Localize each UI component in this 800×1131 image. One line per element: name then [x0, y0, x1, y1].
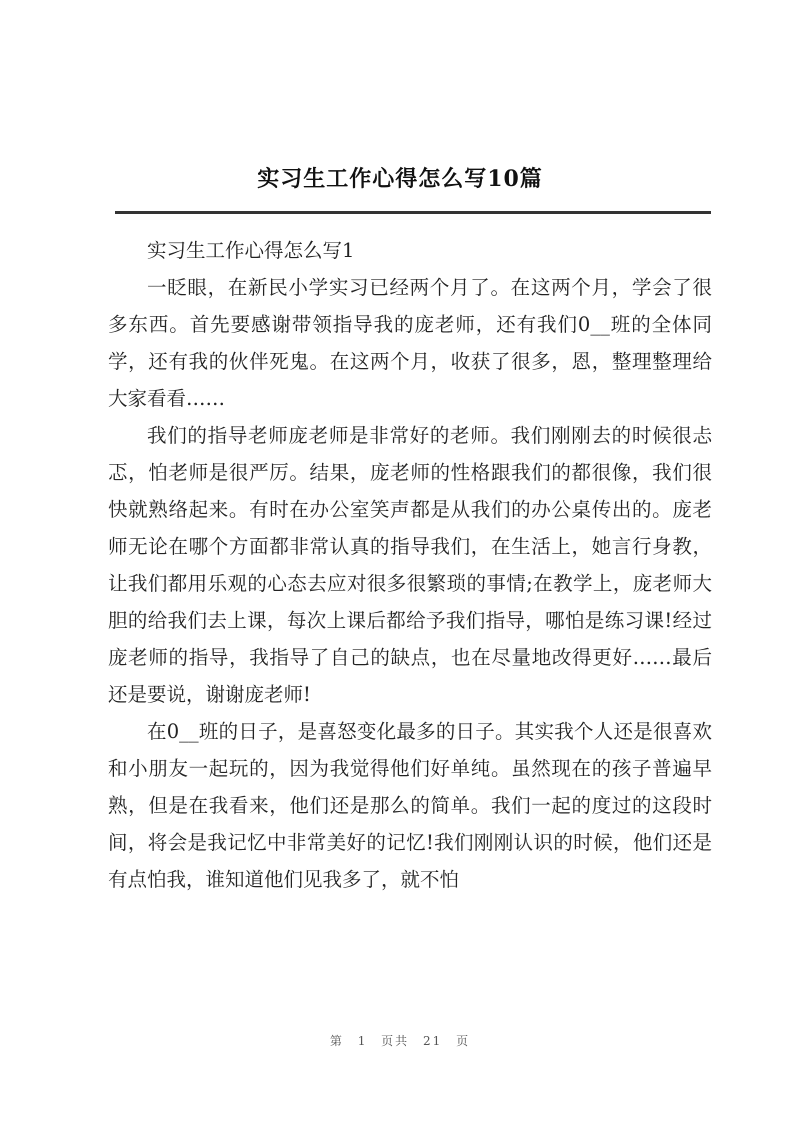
footer-current-page: 1	[357, 1034, 368, 1048]
footer-total-pages: 21	[423, 1034, 443, 1048]
document-title: 实习生工作心得怎么写10篇	[257, 166, 543, 192]
page-footer	[0, 1032, 800, 1049]
footer-middle: 页共	[381, 1034, 410, 1048]
paragraph: 我们的指导老师庞老师是非常好的老师。我们刚刚去的时候很忐忑，怕老师是很严厉。结果，庞老师的性格跟我们的都很像，我们很快就熟络起来。有时在办公室笑声都是从我们的办公桌传出的。庞老师无论在哪个方面都非常认真的指导我们，在生活上，她言行身教，让我们都用乐观的心态去应对很多很繁琐的事情;在教学上，庞老师大胆的给我们去上课，每次上课后都给予我们指导，哪怕是练习课!经过庞老师的指导，我指导了自己的缺点，也在尽量地改得更好……最后还是要说，谢谢庞老师!	[108, 424, 712, 706]
footer-prefix: 第	[329, 1034, 344, 1048]
document-body	[108, 232, 712, 898]
paragraph: 一眨眼，在新民小学实习已经两个月了。在这两个月，学会了很多东西。首先要感谢带领指导我的庞老师，还有我们0__班的全体同学，还有我的伙伴死鬼。在这两个月，收获了很多，恩，整理整理给大家看看……	[108, 276, 712, 410]
section-heading: 实习生工作心得怎么写1	[147, 239, 355, 262]
paragraph: 在0__班的日子，是喜怒变化最多的日子。其实我个人还是很喜欢和小朋友一起玩的，因为我觉得他们好单纯。虽然现在的孩子普遍早熟，但是在我看来，他们还是那么的简单。我们一起的度过的这段时间，将会是我记忆中非常美好的记忆!我们刚刚认识的时候，他们还是有点怕我，谁知道他们见我多了，就不怕	[108, 720, 712, 891]
footer-suffix: 页	[456, 1034, 471, 1048]
title-divider	[115, 211, 711, 214]
